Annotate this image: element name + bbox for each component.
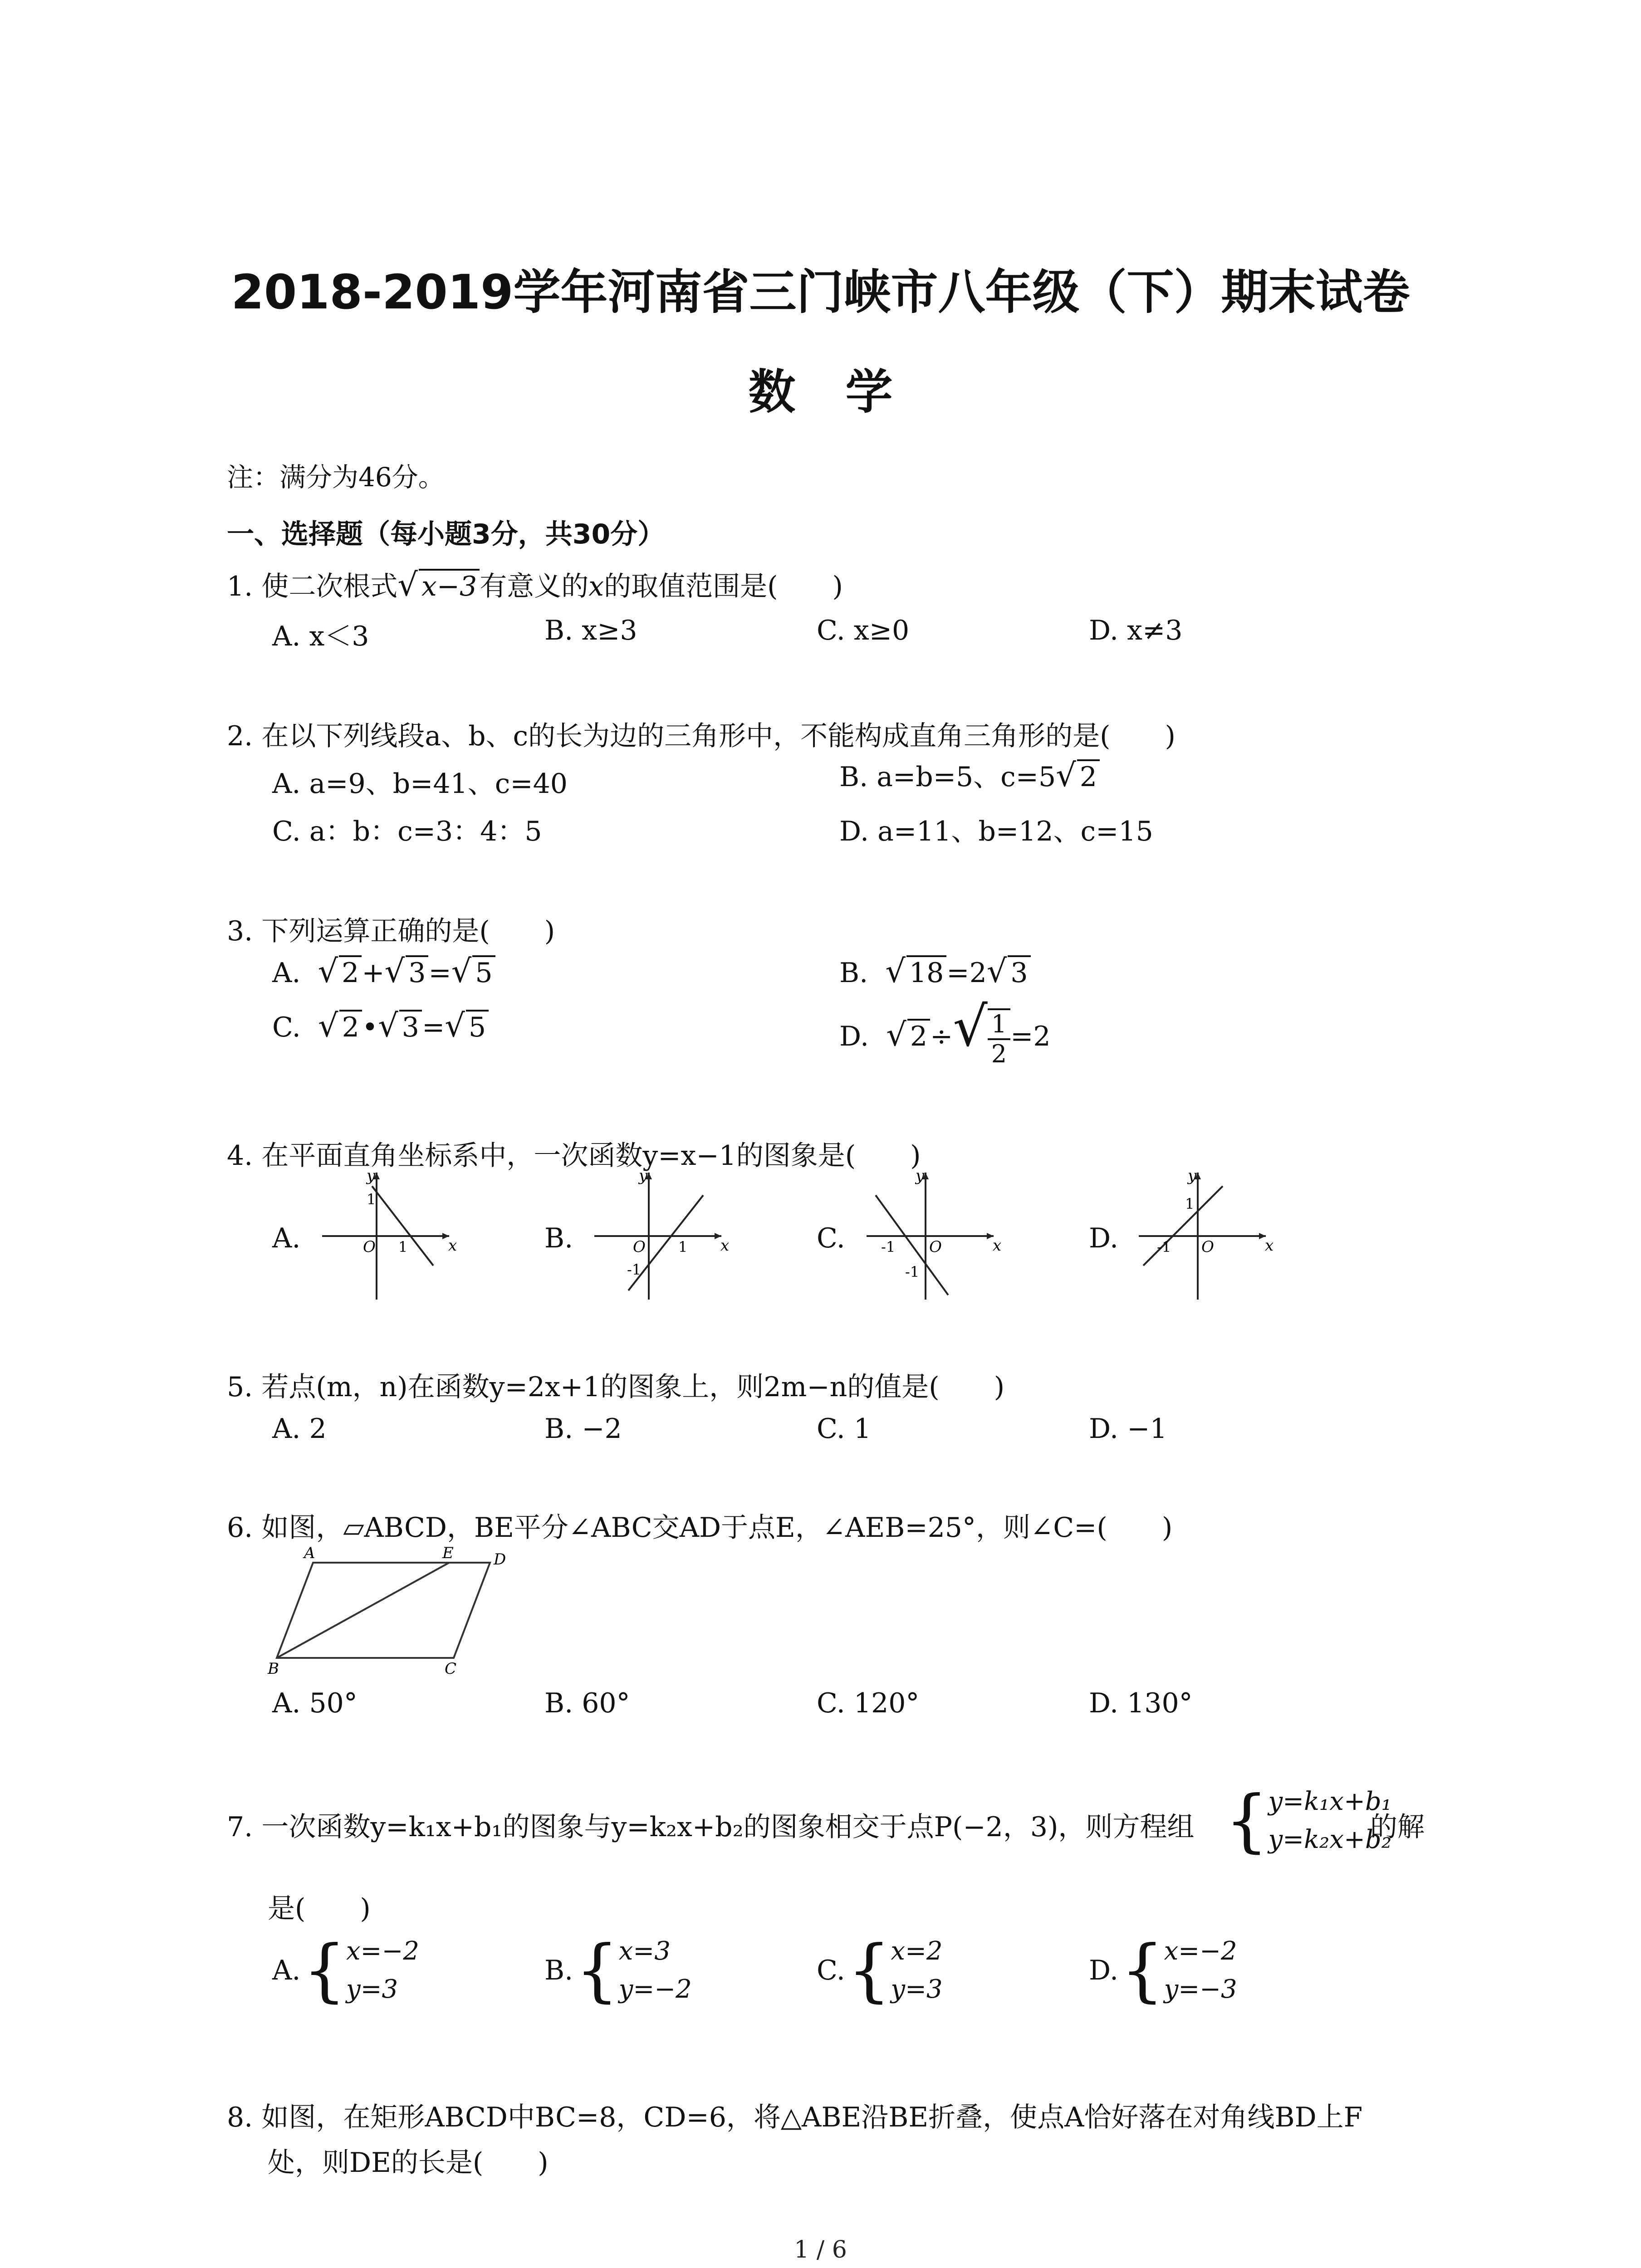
q4d-y: y [1188, 1168, 1197, 1185]
q2-option-c: C. a：b：c=3：4：5 [272, 816, 542, 847]
q3-d-fraction [988, 1008, 1010, 1068]
q3-d-label: D. [839, 1021, 869, 1052]
q4a-o: O [363, 1238, 376, 1256]
q3-a-r2: 3 [406, 955, 428, 989]
q4c-t1: -1 [881, 1238, 896, 1256]
q1-var: x [588, 571, 604, 602]
q3-b-eq: =2 [946, 957, 987, 989]
score-note: 注：满分为46分。 [227, 462, 445, 493]
q3-a-label: A. [272, 957, 301, 989]
q3-c-label: C. [272, 1012, 301, 1043]
q6-option-b: B. 60° [544, 1687, 630, 1719]
q4d-x: x [1265, 1237, 1274, 1255]
q3-a-r1: 2 [339, 955, 362, 989]
q3-c-op: • [362, 1012, 378, 1043]
q1-text-2: 有意义的 [480, 571, 589, 602]
q6-point-e: E [442, 1545, 454, 1562]
q7-sys-line-2: y=k₂x+b₂ [1268, 1825, 1392, 1854]
q6-option-a: A. 50° [272, 1687, 358, 1719]
q7-a-l1: x=−2 [346, 1936, 419, 1966]
q4-label-b: B. [544, 1222, 573, 1254]
q1-text-3: 的取值范围是( ) [604, 571, 843, 602]
q7-option-d: D. { x=−2 y=−3 [1089, 1931, 1237, 2010]
q6-parallelogram-figure [263, 1545, 535, 1681]
q2-option-b-radicand: 2 [1077, 759, 1100, 793]
q3-b-r2: 3 [1008, 955, 1030, 989]
q3-c-r1: 2 [339, 1010, 362, 1043]
q3-d-r1: 2 [907, 1019, 930, 1052]
q3-option-c: C. √ 2 •√ 3 =√ 5 [272, 1007, 489, 1044]
q3-c-r2: 3 [399, 1010, 422, 1043]
q2-option-d: D. a=11、b=12、c=15 [839, 816, 1153, 847]
q7-option-a: A. { x=−2 y=3 [272, 1931, 419, 2010]
q1-radicand: x−3 [419, 569, 480, 602]
q2-option-b: B. a=b=5、c=5√ 2 [839, 755, 1100, 794]
q1-text: 1. 使二次根式 [227, 571, 398, 602]
q7-sys-line-1: y=k₁x+b₁ [1268, 1787, 1392, 1816]
q7-c-l1: x=2 [891, 1936, 943, 1966]
q6-point-d: D [494, 1550, 506, 1569]
q1-option-b: B. x≥3 [544, 615, 637, 646]
q1-option-d: D. x≠3 [1089, 615, 1183, 646]
q5-option-a: A. 2 [272, 1413, 327, 1445]
q7-option-b: B. { x=3 y=−2 [544, 1931, 692, 2010]
q7-line2: 是( ) [268, 1893, 371, 1925]
q4d-t1: 1 [1185, 1195, 1195, 1212]
q6-option-c: C. 120° [817, 1687, 920, 1719]
q6-point-a: A [304, 1545, 315, 1562]
q6-point-b: B [268, 1660, 279, 1678]
q4a-x: x [448, 1237, 457, 1255]
q4-graph-d [1130, 1168, 1275, 1304]
q7-b-label: B. [544, 1955, 573, 1986]
q3-c-eq: = [421, 1012, 445, 1043]
question-3-stem: 3. 下列运算正确的是( ) [227, 915, 555, 947]
q3-d-num: 1 [988, 1010, 1010, 1040]
q7-c-label: C. [817, 1955, 845, 1986]
question-1-stem: 1. 使二次根式√ x−3 有意义的x的取值范围是( ) [227, 566, 843, 603]
q4a-y: y [367, 1168, 376, 1185]
q7-tail: 的解 [1370, 1811, 1425, 1843]
q2-option-a: A. a=9、b=41、c=40 [272, 768, 568, 800]
q7-a-label: A. [272, 1955, 301, 1986]
q7-b-l1: x=3 [618, 1936, 671, 1966]
q7-d-l1: x=−2 [1164, 1936, 1237, 1966]
q4-label-c: C. [817, 1222, 845, 1254]
q4-graph-c [857, 1168, 1003, 1304]
q7-c-l2: y=3 [891, 1975, 943, 2004]
q4-graph-b [585, 1168, 730, 1304]
q5-option-b: B. −2 [544, 1413, 622, 1445]
q4b-t1: 1 [678, 1238, 688, 1256]
q4d-t2: -1 [1157, 1238, 1171, 1256]
q3-c-r3: 5 [466, 1010, 489, 1043]
q1-option-c: C. x≥0 [817, 615, 910, 646]
question-5-stem: 5. 若点(m，n)在函数y=2x+1的图象上，则2m−n的值是( ) [227, 1371, 1005, 1403]
q4a-t2: 1 [398, 1238, 408, 1256]
page-number: 1 / 6 [794, 2236, 847, 2263]
q4c-x: x [993, 1237, 1002, 1255]
question-2-stem: 2. 在以下列线段a、b、c的长为边的三角形中，不能构成直角三角形的是( ) [227, 720, 1176, 752]
q3-a-r3: 5 [472, 955, 495, 989]
q5-option-c: C. 1 [817, 1413, 872, 1445]
question-8-line-1: 8. 如图，在矩形ABCD中BC=8，CD=6，将△ABE沿BE折叠，使点A恰好落在对角线BD上F [227, 2102, 1363, 2133]
q4b-y: y [639, 1168, 648, 1185]
q3-a-op: + [362, 957, 385, 989]
document-subtitle: 数学 [748, 364, 943, 420]
q4a-t1: 1 [367, 1191, 376, 1208]
q4-graph-a [313, 1168, 458, 1304]
q3-d-den: 2 [991, 1040, 1007, 1069]
q7-b-l2: y=−2 [618, 1975, 692, 2004]
q6-option-d: D. 130° [1089, 1687, 1193, 1719]
q3-a-eq: = [428, 957, 451, 989]
q4d-o: O [1201, 1238, 1214, 1256]
q7-d-label: D. [1089, 1955, 1119, 1986]
q4c-o: O [929, 1238, 942, 1256]
document-title: 2018-2019学年河南省三门峡市八年级（下）期末试卷 [231, 264, 1410, 320]
q3-option-b: B. √ 18 =2√ 3 [839, 953, 1031, 990]
section-heading: 一、选择题（每小题3分，共30分） [227, 518, 665, 550]
question-4-stem: 4. 在平面直角坐标系中，一次函数y=x−1的图象是( ) [227, 1140, 921, 1172]
q5-option-d: D. −1 [1089, 1413, 1167, 1445]
q7-d-l2: y=−3 [1164, 1975, 1237, 2004]
q4b-o: O [633, 1238, 646, 1256]
q3-option-d: D. √ 2 ÷√ $\frac{1}{2}$ =2 [839, 996, 1051, 1069]
q2-option-b-text: B. a=b=5、c=5 [839, 761, 1056, 793]
q3-b-r1: 18 [906, 955, 946, 989]
q4b-x: x [720, 1237, 730, 1255]
q7-option-c: C. { x=2 y=3 [817, 1931, 943, 2010]
q4c-y: y [916, 1168, 925, 1185]
q1-option-a: A. x＜3 [272, 621, 369, 652]
question-6-stem: 6. 如图，▱ABCD，BE平分∠ABC交AD于点E，∠AEB=25°，则∠C=( ) [227, 1512, 1173, 1544]
q3-b-label: B. [839, 957, 868, 989]
q6-point-c: C [445, 1660, 457, 1678]
q3-d-op: ÷ [930, 1021, 953, 1052]
q4b-t2: -1 [627, 1261, 642, 1278]
q4-label-a: A. [272, 1222, 301, 1254]
q3-option-a: A. √ 2 +√ 3 =√ 5 [272, 953, 495, 990]
q7-equation-system: { y=k₁x+b₁ y=k₂x+b₂ [1225, 1781, 1392, 1860]
q4c-t2: -1 [905, 1263, 920, 1281]
q4-label-d: D. [1089, 1222, 1119, 1254]
q3-d-eq: =2 [1010, 1021, 1051, 1052]
question-8-line-2: 处，则DE的长是( ) [268, 2147, 549, 2179]
question-7-stem: 7. 一次函数y=k₁x+b₁的图象与y=k₂x+b₂的图象相交于点P(−2，3)，则方程组 [227, 1811, 1195, 1843]
q7-a-l2: y=3 [346, 1975, 398, 2004]
